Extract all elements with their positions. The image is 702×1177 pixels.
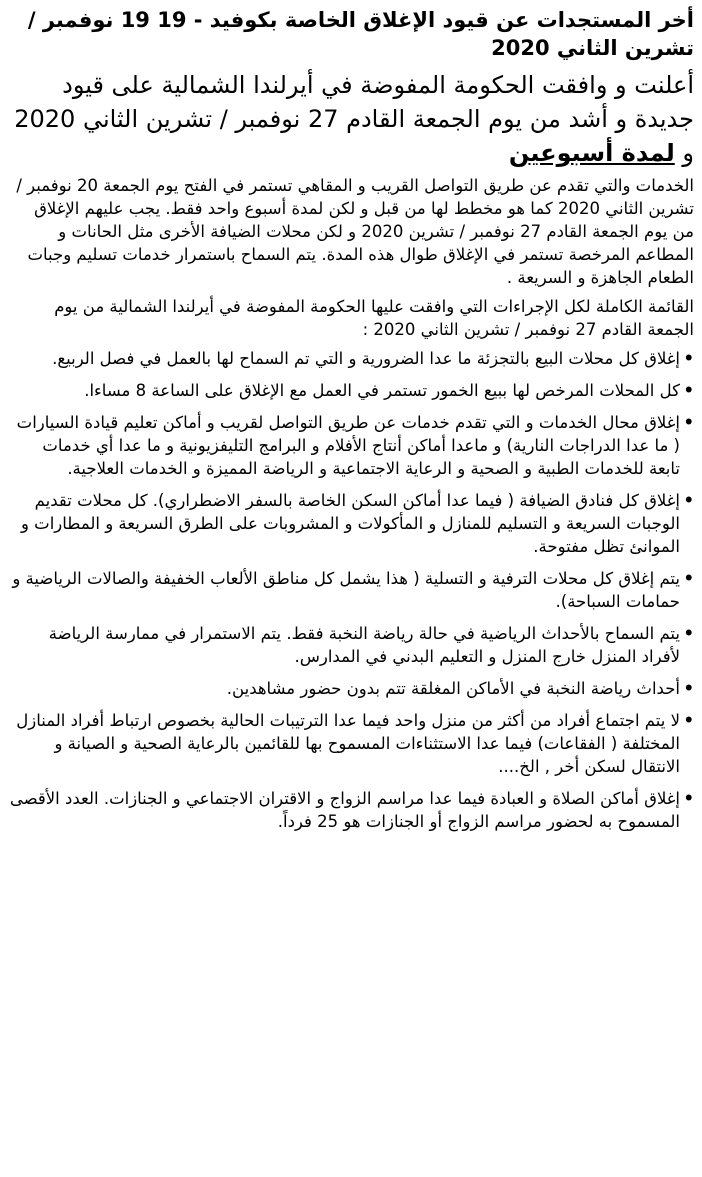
bullet-icon: • — [683, 711, 694, 730]
document-title: أخر المستجدات عن قيود الإغلاق الخاصة بكوفيد - 19 19 نوفمبر / تشرين الثاني 2020 — [27, 8, 694, 60]
bullet-icon: • — [683, 679, 694, 698]
list-item — [8, 489, 694, 558]
bullet-icon: • — [683, 413, 694, 432]
bullet-icon: • — [683, 624, 694, 643]
list-item — [8, 709, 694, 778]
list-item — [8, 787, 694, 833]
list-item — [8, 677, 694, 700]
announcement-duration: لمدة أسبوعين — [508, 139, 675, 167]
list-item — [8, 379, 694, 402]
list-item-text: أحداث رياضة النخبة في الأماكن المغلقة تتم بدون حضور مشاهدين. — [226, 679, 680, 698]
announcement-heading — [8, 68, 694, 170]
list-intro: القائمة الكاملة لكل الإجراءات التي وافقت عليها الحكومة المفوضة في أيرلندا الشمالية من يوم الجمعة القادم 27 نوفمبر / تشرين الثاني 2020 : — [54, 297, 694, 339]
list-item-text: يتم إغلاق كل محلات الترفية و التسلية ( هذا يشمل كل مناطق الألعاب الخفيفة والصالات الرياضية و حمامات السباحة). — [12, 569, 680, 611]
list-item-text: إغلاق كل محلات البيع بالتجزئة ما عدا الضرورية و التي تم السماح لها بالعمل في فصل الربيع. — [52, 349, 680, 368]
intro-paragraph: الخدمات والتي تقدم عن طريق التواصل القريب و المقاهي تستمر في الفتح يوم الجمعة 20 نوفمبر /تشرين الثاني 2020 كما هو مخطط لها من قبل و لكن لمدة أسبوع واحد فقط. يجب عليهم الإغلاق من يوم الجمعة القادم 27 نوفمبر / تشرين 2020 و لكن محلات الضيافة الأخرى مثل الحانات و المطاعم المرخصة تستمر في الإغلاق طوال هذه المدة. يتم السماح باستمرار خدمات تسليم وجبات الطعام الجاهزة و السريعة . — [16, 176, 694, 287]
list-item-text: إغلاق محال الخدمات و التي تقدم خدمات عن طريق التواصل لقريب و أماكن تعليم قيادة السيارات ( ما عدا الدراجات النارية) و ماعدا أماكن أنتاج الأفلام و البرامج التليفزيونية و ما عدا أي خدمات تابعة للخدمات الطبية و الصحية و الرعاية الاجتماعية و الرياضة المميزة و الخدمات العلاجية. — [16, 413, 680, 478]
bullet-icon: • — [683, 491, 694, 510]
bullet-icon: • — [683, 349, 694, 368]
list-item-text: كل المحلات المرخص لها ببيع الخمور تستمر في العمل مع الإغلاق على الساعة 8 مساءا. — [84, 381, 680, 400]
bullet-icon: • — [683, 569, 694, 588]
announcement-text: أعلنت و وافقت الحكومة المفوضة في أيرلندا الشمالية على قيود جديدة و أشد من يوم الجمعة القادم 27 نوفمبر / تشرين الثاني 2020 و — [14, 71, 694, 167]
list-item-text: إغلاق أماكن الصلاة و العبادة فيما عدا مراسم الزواج و الاقتران الاجتماعي و الجنازات. العدد الأقصى المسموح به لحضور مراسم الزواج أو الجنازات هو 25 فرداً. — [9, 789, 680, 831]
list-item — [8, 347, 694, 370]
list-item — [8, 567, 694, 613]
list-item-text: يتم السماح بالأحداث الرياضية في حالة رياضة النخبة فقط. يتم الاستمرار في ممارسة الرياضة لأفراد المنزل خارج المنزل و التعليم البدني في المدارس. — [48, 624, 680, 666]
list-item-text: لا يتم اجتماع أفراد من أكثر من منزل واحد فيما عدا الترتيبات الحالية بخصوص ارتباط أفراد المنازل المختلفة ( الفقاعات) فيما عدا الاستثناءات المسموح بها للقائمين بالرعاية الصحية و الصيانة و الانتقال لسكن أخر , الخ.... — [16, 711, 680, 776]
list-item — [8, 622, 694, 668]
list-item-text: إغلاق كل فنادق الضيافة ( فيما عدا أماكن السكن الخاصة بالسفر الاضطراري). كل محلات تقديم الوجبات السريعة و التسليم للمنازل و المأكولات و المشروبات على الطرق السريعة و المطارات و الموانئ تظل مفتوحة. — [20, 491, 680, 556]
bullet-icon: • — [683, 381, 694, 400]
bullet-icon: • — [683, 789, 694, 808]
measures-list — [8, 347, 694, 833]
list-item — [8, 411, 694, 480]
